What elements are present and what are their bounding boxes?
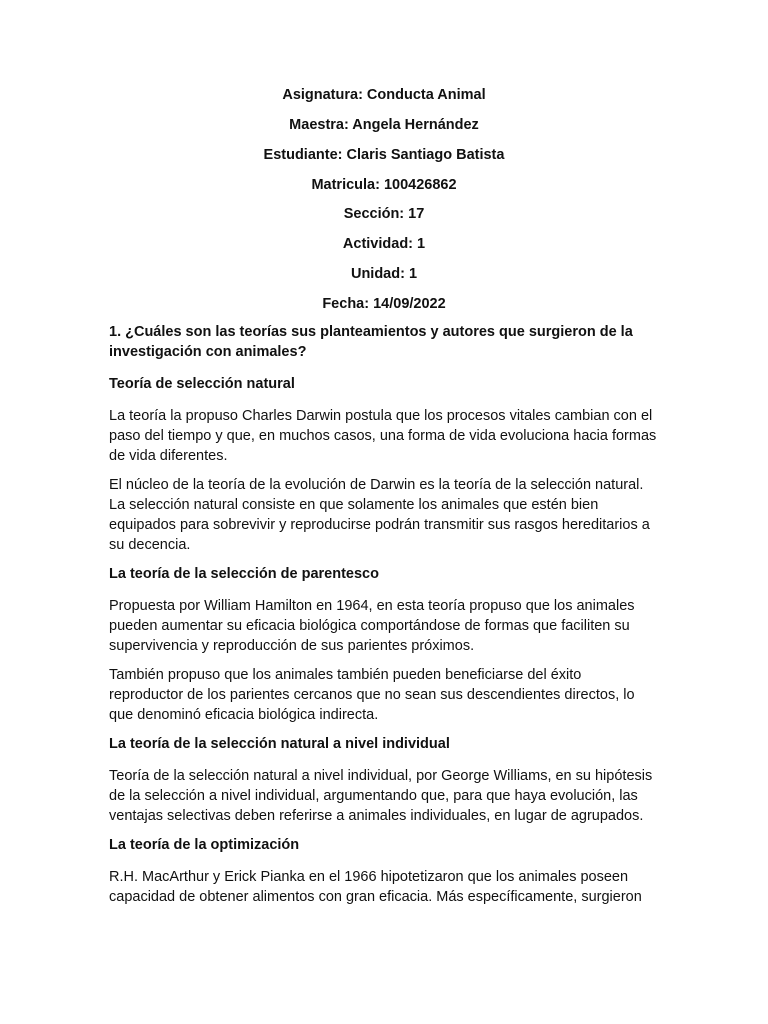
- header-seccion: Sección: 17: [343, 206, 425, 222]
- section-heading-seleccion-parentesco: La teoría de la selección de parentesco: [109, 566, 379, 582]
- header-matricula: Matricula: 100426862: [311, 177, 457, 193]
- header-fecha: Fecha: 14/09/2022: [322, 296, 446, 312]
- paragraph: También propuso que los animales también pueden beneficiarse del éxito reproductor de los parientes cercanos que no sean sus descendientes directos, lo que denominó eficacia biológica indirecta.: [109, 667, 635, 723]
- header-actividad: Actividad: 1: [342, 236, 426, 252]
- paragraph: El núcleo de la teoría de la evolución de Darwin es la teoría de la selección natural. La selección natural consiste en que solamente los animales que estén bien equipados para sobrevivir y reproducirse podrán transmitir sus rasgos hereditarios a su decencia.: [109, 477, 650, 553]
- paragraph: Teoría de la selección natural a nivel individual, por George Williams, en su hipótesis de la selección a nivel individual, argumentando que, para que haya evolución, las ventajas selectivas deben referirse a animales individuales, en lugar de agrupados.: [109, 768, 653, 824]
- document-body: [109, 322, 659, 907]
- header-estudiante: Estudiante: Claris Santiago Batista: [263, 147, 505, 163]
- section-heading-seleccion-natural: Teoría de selección natural: [109, 376, 295, 392]
- paragraph: R.H. MacArthur y Erick Pianka en el 1966 hipotetizaron que los animales poseen capacidad de obtener alimentos con gran eficacia. Más específicamente, surgieron: [109, 869, 642, 905]
- paragraph: Propuesta por William Hamilton en 1964, en esta teoría propuso que los animales pueden aumentar su eficacia biológica comportándose de formas que faciliten su supervivencia y reproducción de sus parientes próximos.: [109, 598, 635, 654]
- section-heading-optimizacion: La teoría de la optimización: [109, 837, 300, 853]
- paragraph: La teoría la propuso Charles Darwin postula que los procesos vitales cambian con el paso del tiempo y que, en muchos casos, una forma de vida evoluciona hacia formas de vida diferentes.: [109, 408, 657, 464]
- question-text: 1. ¿Cuáles son las teorías sus planteamientos y autores que surgieron de la investigación con animales?: [109, 324, 633, 360]
- header-asignatura: Asignatura: Conducta Animal: [282, 87, 486, 103]
- header-maestra: Maestra: Angela Hernández: [289, 117, 479, 133]
- section-heading-seleccion-individual: La teoría de la selección natural a nivel individual: [109, 736, 450, 752]
- header-unidad: Unidad: 1: [350, 266, 418, 282]
